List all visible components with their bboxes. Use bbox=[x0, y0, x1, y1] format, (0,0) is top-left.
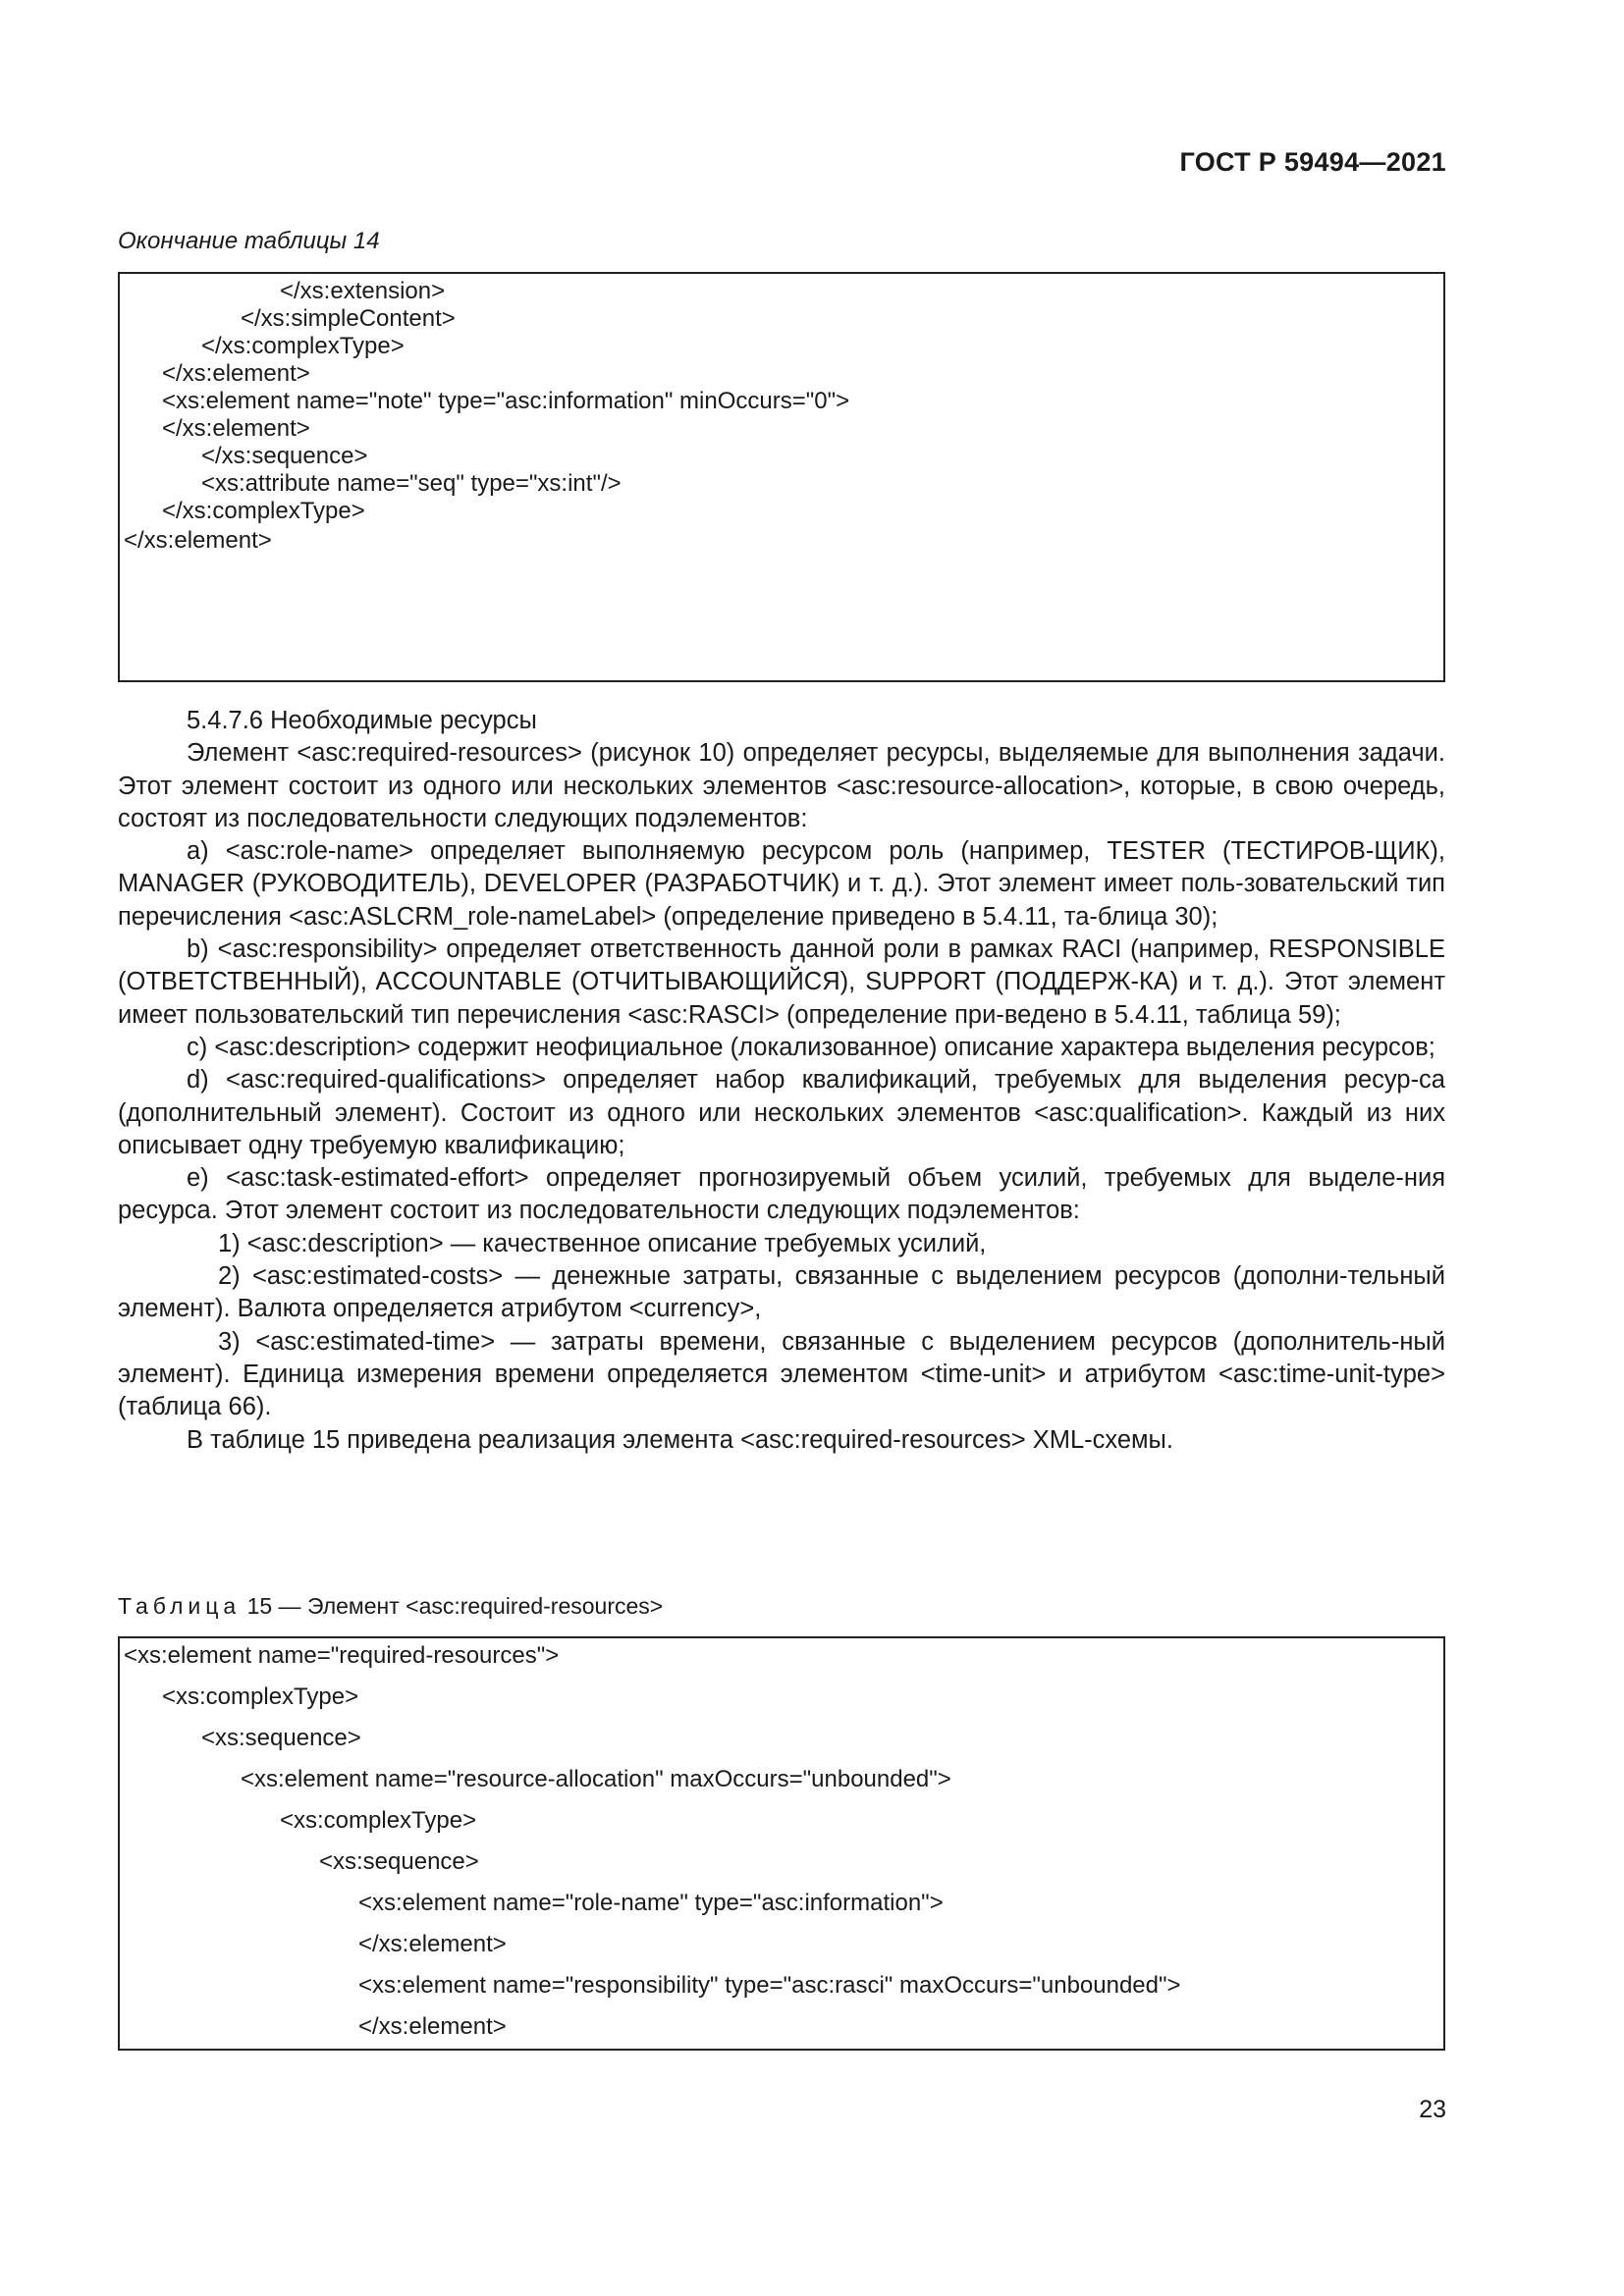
code-line: </xs:element> bbox=[162, 415, 310, 442]
section-heading: 5.4.7.6 Необходимые ресурсы bbox=[187, 707, 537, 734]
list-item: c) <asc:description> содержит неофициальное (локализованное) описание характера выделения ресурсов; bbox=[187, 1033, 1435, 1061]
document-id-header: ГОСТ Р 59494—2021 bbox=[1179, 147, 1446, 177]
code-line: <xs:element name="resource-allocation" maxOccurs="unbounded"> bbox=[241, 1766, 951, 1792]
list-item: e) <asc:task-estimated-effort> определяет прогнозируемый объем усилий, требуемых для выделе-ния ресурса. Этот элемент состоит из последовательности следующих подэлементов: bbox=[118, 1164, 1445, 1225]
code-line: </xs:element> bbox=[358, 2013, 507, 2040]
list-item: a) <asc:role-name> определяет выполняемую ресурсом роль (например, TESTER (ТЕСТИРОВ-ЩИК), MANAGER (РУКОВОДИТЕЛЬ), DEVELOPER (РАЗРАБОТЧИК) и т. д.). Этот элемент имеет поль-зовательский тип перечисления <asc:ASLCRM_role-nameLabel> (определение приведено в 5.4.11, та-блица 30); bbox=[118, 837, 1445, 931]
code-line: <xs:element name="role-name" type="asc:information"> bbox=[358, 1890, 944, 1916]
paragraph: Элемент <asc:required-resources> (рисунок 10) определяет ресурсы, выделяемые для выполнения задачи. Этот элемент состоит из одного или нескольких элементов <asc:resource-allocation>, которые, в свою очередь, состоят из последовательности следующих подэлементов: bbox=[118, 739, 1445, 832]
sub-list-item: 1) <asc:description> — качественное описание требуемых усилий, bbox=[218, 1229, 987, 1257]
list-item: d) <asc:required-qualifications> определяет набор квалификаций, требуемых для выделения ресур-са (дополнительный элемент). Состоит из одного или нескольких элементов <asc:qualification>. Каждый из них описывает одну требуемую квалификацию; bbox=[118, 1066, 1445, 1159]
code-line: </xs:element> bbox=[358, 1931, 507, 1957]
page-number: 23 bbox=[1419, 2096, 1446, 2123]
code-line: </xs:sequence> bbox=[201, 443, 368, 469]
sub-list-item: 2) <asc:estimated-costs> — денежные затраты, связанные с выделением ресурсов (дополни-тельный элемент). Валюта определяется атрибутом <currency>, bbox=[118, 1262, 1445, 1323]
paragraph: В таблице 15 приведена реализация элемента <asc:required-resources> XML-схемы. bbox=[187, 1425, 1173, 1454]
code-line: </xs:extension> bbox=[280, 278, 446, 304]
code-line: <xs:complexType> bbox=[280, 1807, 477, 1834]
code-line: <xs:sequence> bbox=[201, 1725, 361, 1751]
code-line: <xs:attribute name="seq" type="xs:int"/> bbox=[201, 470, 622, 497]
table-15-caption bbox=[118, 1593, 663, 1620]
section-body bbox=[118, 705, 1445, 1457]
list-item: b) <asc:responsibility> определяет ответственность данной роли в рамках RACI (например, RESPONSIBLE (ОТВЕТСТВЕННЫЙ), ACCOUNTABLE (ОТЧИТЫВАЮЩИЙСЯ), SUPPORT (ПОДДЕРЖ-КА) и т. д.). Этот элемент имеет пользовательский тип перечисления <asc:RASCI> (определение при-ведено в 5.4.11, таблица 59); bbox=[118, 935, 1445, 1029]
code-line: </xs:complexType> bbox=[201, 333, 405, 359]
code-line: </xs:element> bbox=[162, 360, 310, 387]
code-line: <xs:complexType> bbox=[162, 1683, 359, 1710]
table-14-end-code-box bbox=[118, 272, 1445, 682]
code-line: <xs:element name="responsibility" type="asc:rasci" maxOccurs="unbounded"> bbox=[358, 1972, 1181, 1999]
caption-text: 15 — Элемент <asc:required-resources> bbox=[241, 1593, 664, 1619]
caption-word: Таблица bbox=[118, 1593, 242, 1619]
code-line: <xs:element name="required-resources"> bbox=[124, 1642, 560, 1669]
table-15-code-box bbox=[118, 1636, 1445, 2051]
code-line: <xs:element name="note" type="asc:information" minOccurs="0"> bbox=[162, 388, 850, 414]
table-continuation-label: Окончание таблицы 14 bbox=[118, 228, 380, 254]
code-line: </xs:complexType> bbox=[162, 498, 365, 524]
code-line: </xs:simpleContent> bbox=[241, 305, 456, 332]
code-line: <xs:sequence> bbox=[319, 1848, 479, 1875]
code-line: </xs:element> bbox=[124, 527, 272, 554]
sub-list-item: 3) <asc:estimated-time> — затраты времени, связанные с выделением ресурсов (дополнитель-ный элемент). Единица измерения времени определяется элементом <time-unit> и атрибутом <asc:time-unit-type> (таблица 66). bbox=[118, 1327, 1445, 1421]
